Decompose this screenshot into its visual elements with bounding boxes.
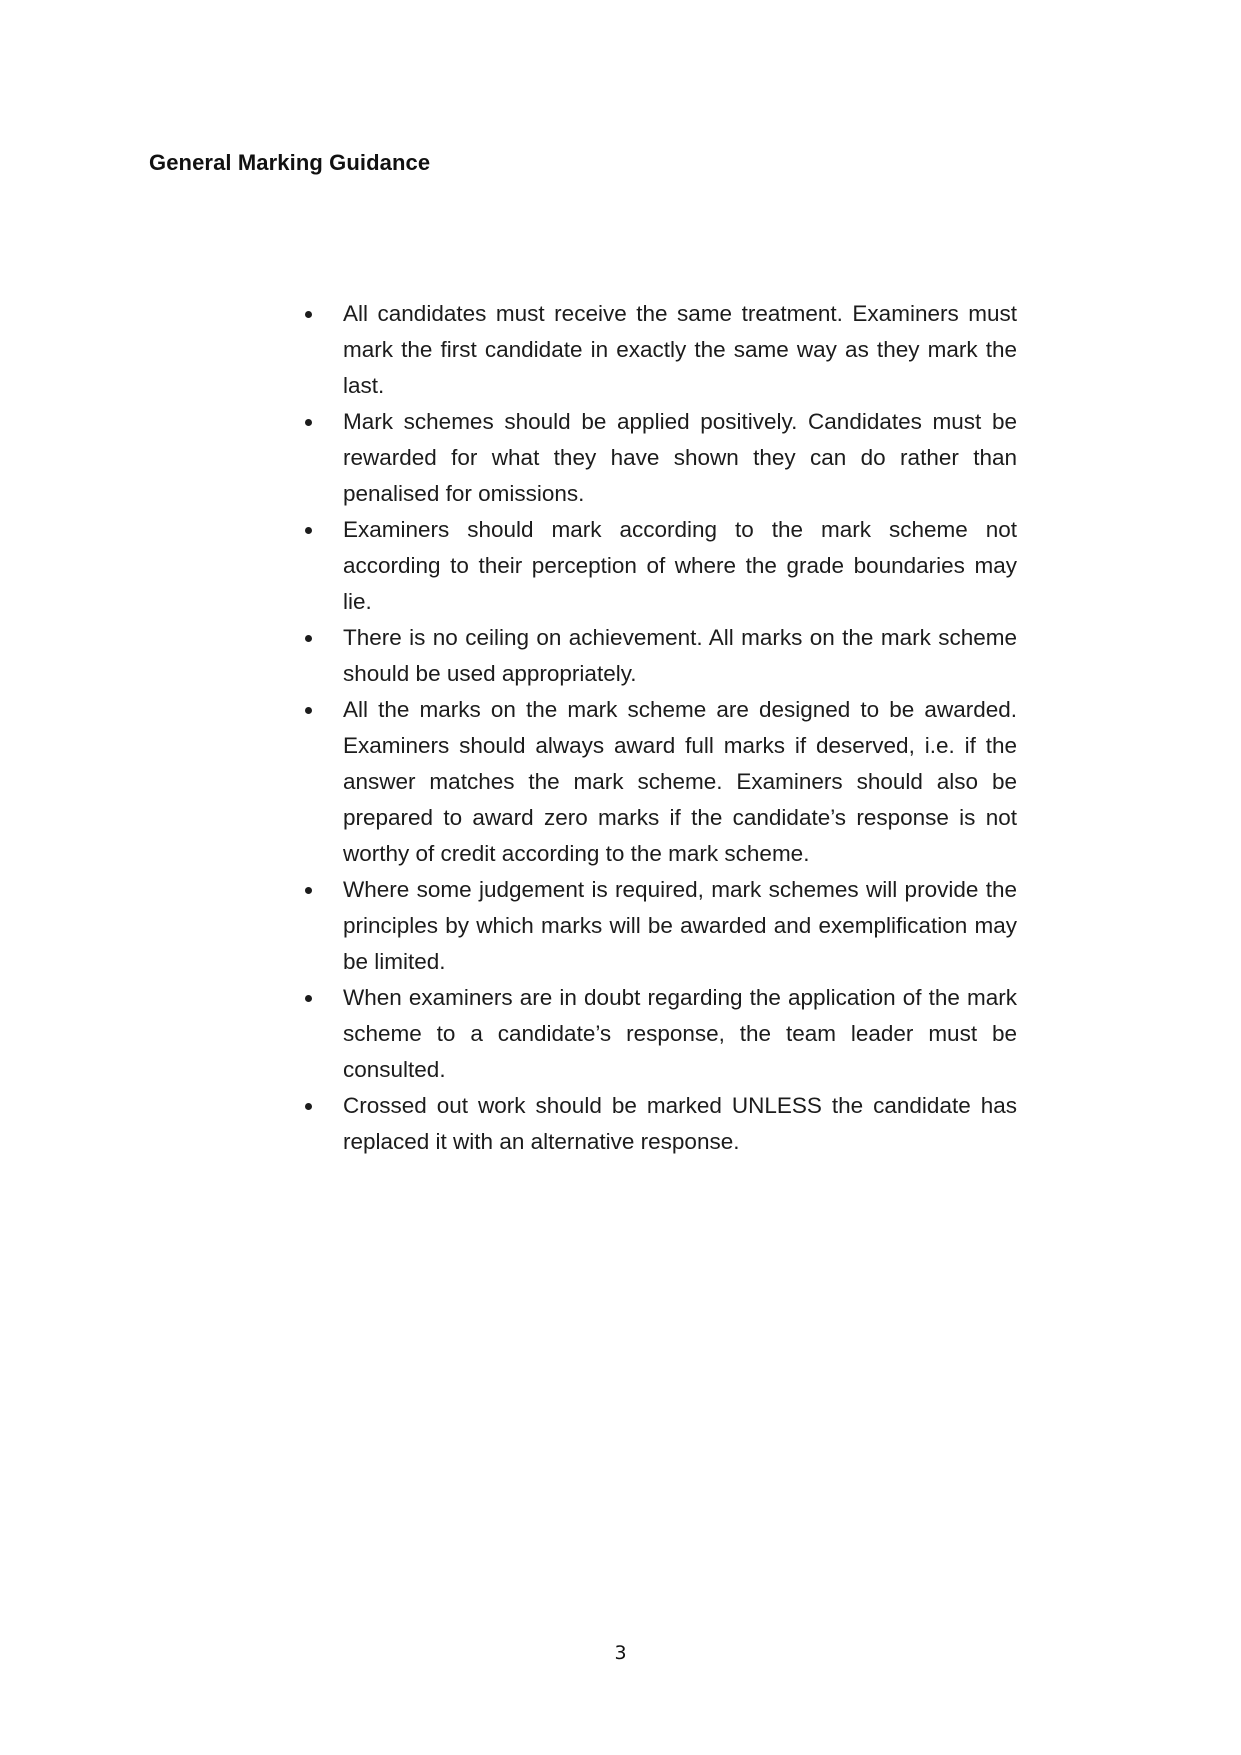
guidance-list [305,296,1017,1160]
page-heading: General Marking Guidance [149,150,431,175]
bullet-icon [305,419,312,426]
bullet-icon [305,635,312,642]
list-item-text: All the marks on the mark scheme are designed to be awarded. Examiners should always award full marks if deserved, i.e. if the answer matches the mark scheme. Examiners should also be prepared to award zero marks if the candidate’s response is not worthy of credit according to the mark scheme. [343,697,1017,866]
list-item [305,620,1017,692]
bullet-icon [305,995,312,1002]
list-item-text: There is no ceiling on achievement. All marks on the mark scheme should be used appropriately. [343,625,1017,686]
list-item [305,872,1017,980]
list-item [305,404,1017,512]
bullet-icon [305,707,312,714]
list-item [305,1088,1017,1160]
list-item-text: All candidates must receive the same treatment. Examiners must mark the first candidate in exactly the same way as they mark the last. [343,301,1017,398]
bullet-icon [305,311,312,318]
list-item [305,296,1017,404]
list-item-text: Crossed out work should be marked UNLESS the candidate has replaced it with an alternative response. [343,1093,1017,1154]
list-item-text: Mark schemes should be applied positively. Candidates must be rewarded for what they have shown they can do rather than penalised for omissions. [343,409,1017,506]
bullet-icon [305,527,312,534]
list-item [305,512,1017,620]
page-number: 3 [614,1642,627,1664]
list-item [305,980,1017,1088]
list-item-text: Where some judgement is required, mark schemes will provide the principles by which marks will be awarded and exemplification may be limited. [343,877,1017,974]
list-item-text: When examiners are in doubt regarding the application of the mark scheme to a candidate’s response, the team leader must be consulted. [343,985,1017,1082]
bullet-icon [305,1103,312,1110]
list-item-text: Examiners should mark according to the mark scheme not according to their perception of where the grade boundaries may lie. [343,517,1017,614]
bullet-icon [305,887,312,894]
list-item [305,692,1017,872]
